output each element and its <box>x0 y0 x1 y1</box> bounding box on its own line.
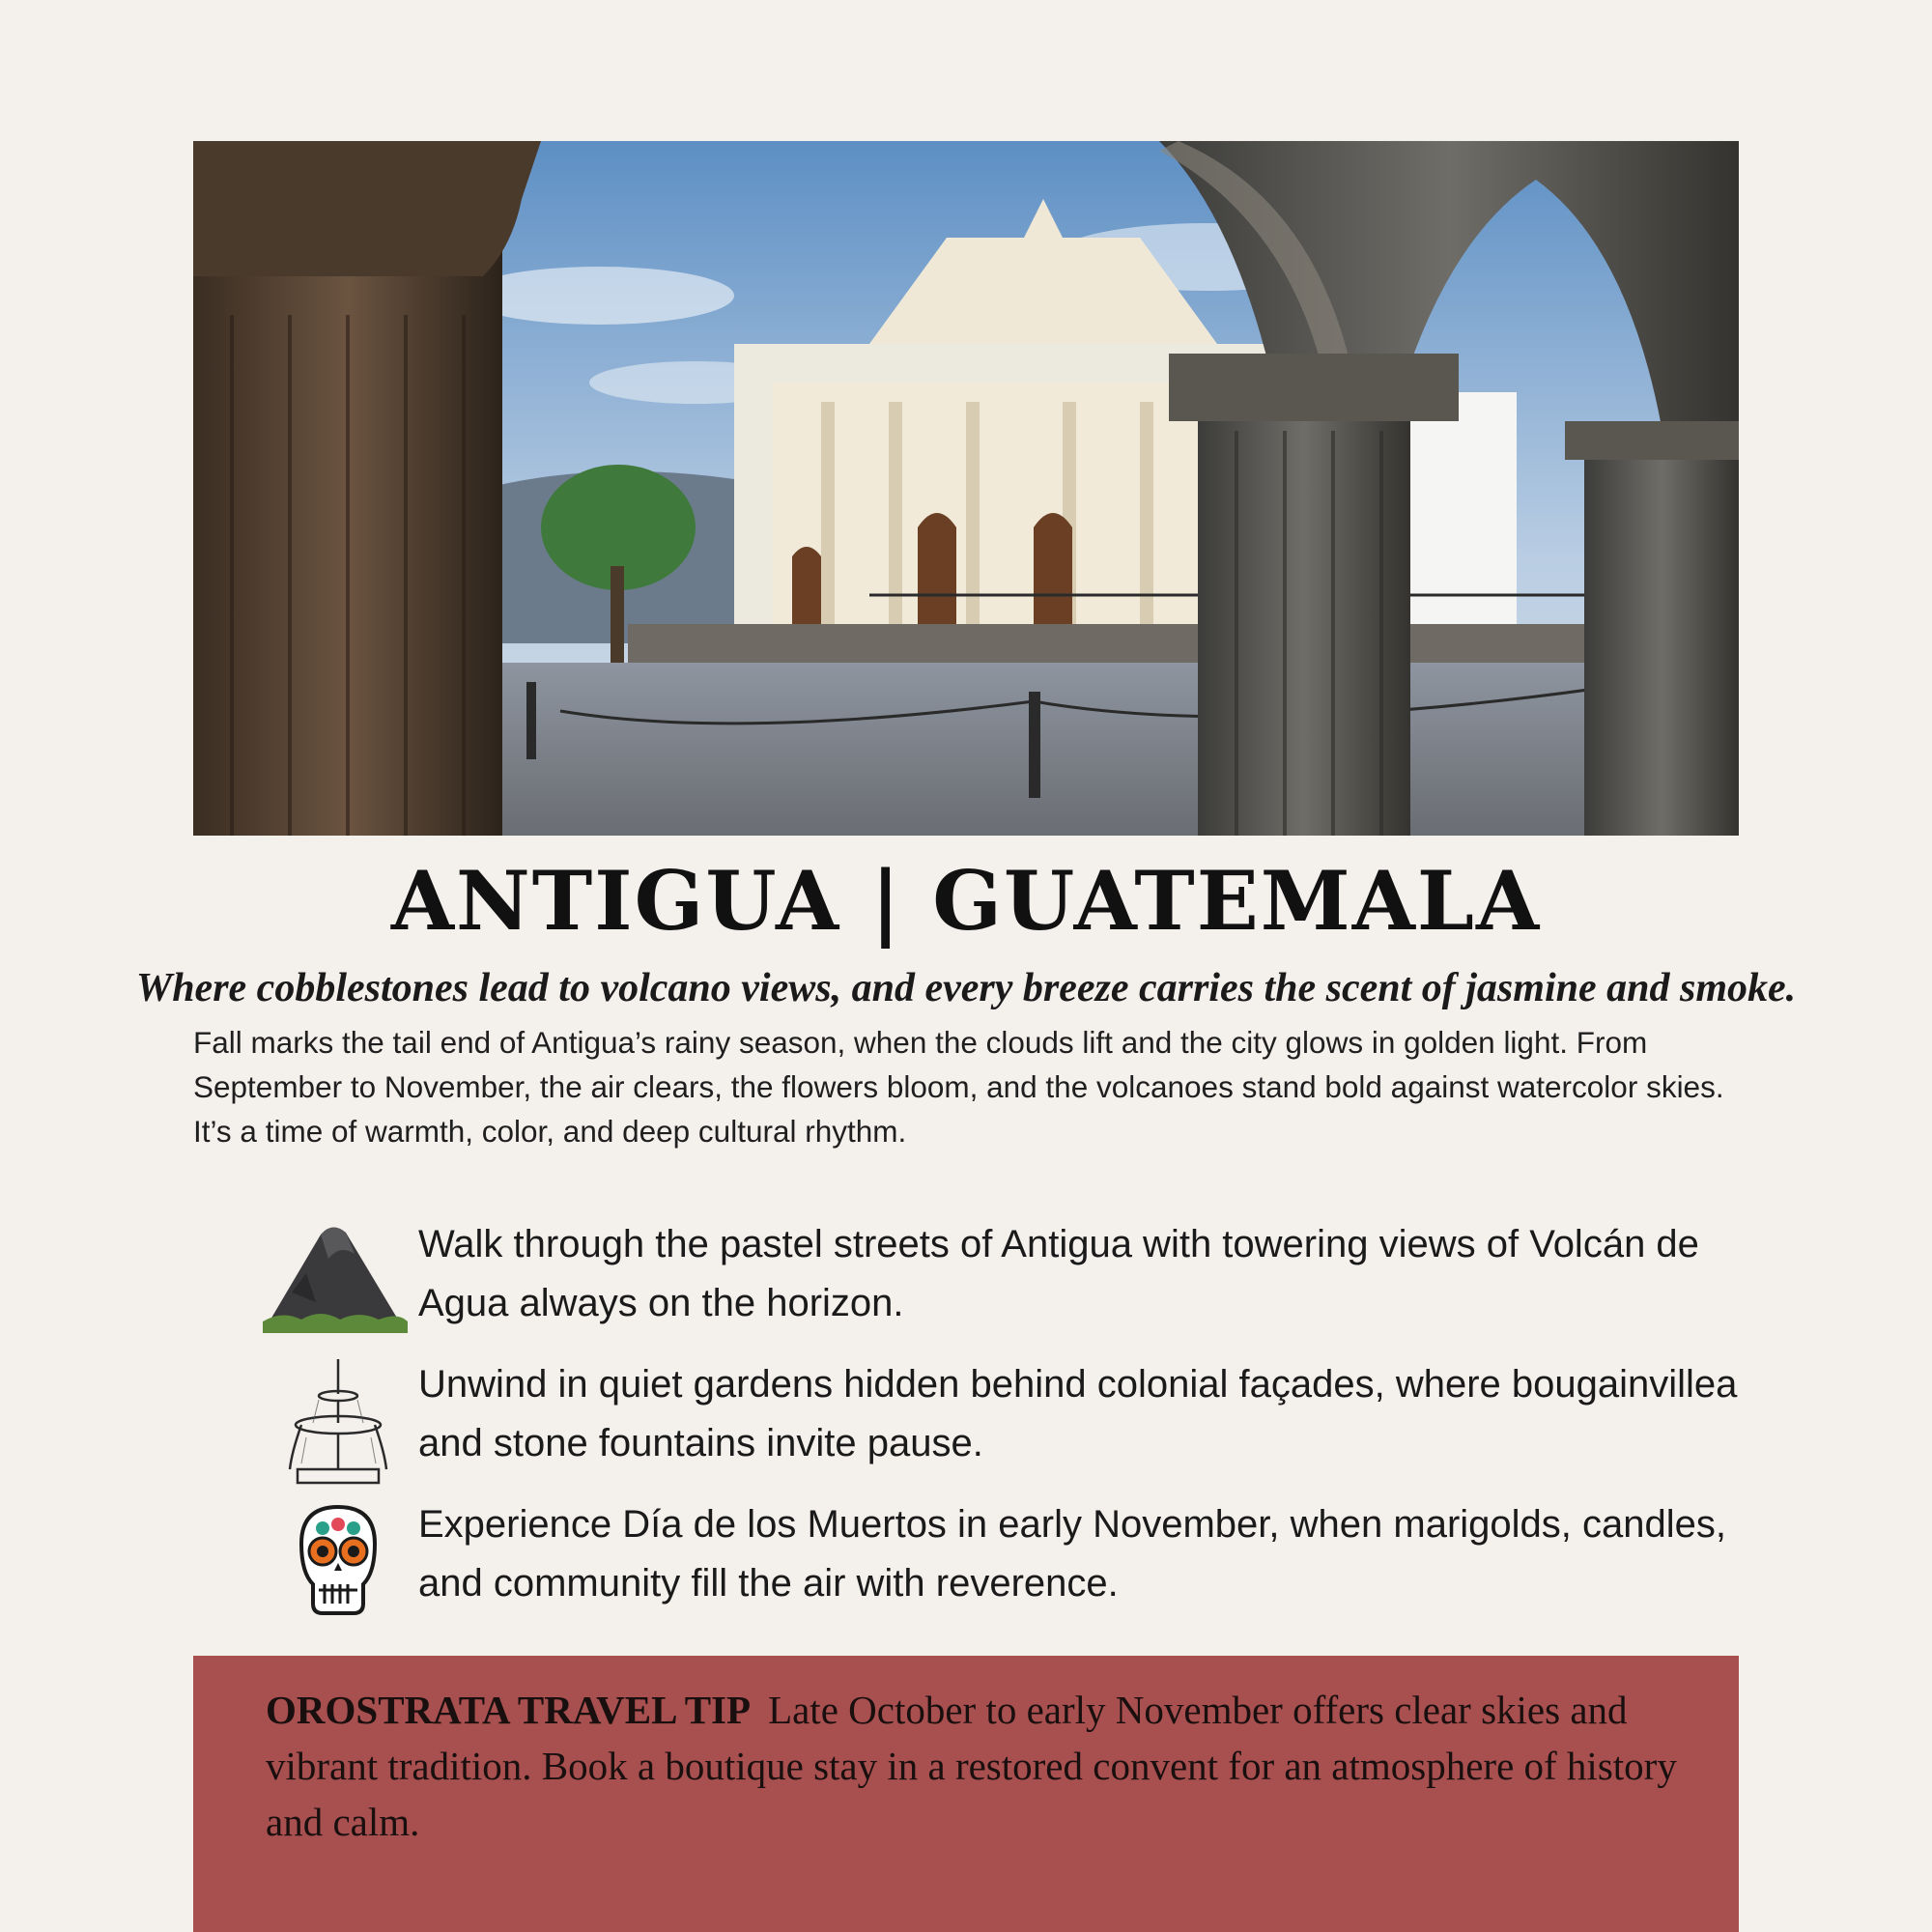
volcano-icon <box>263 1215 408 1341</box>
feature-item <box>263 1215 1770 1350</box>
sugar-skull-icon <box>263 1495 408 1621</box>
travel-tip-label: OROSTRATA TRAVEL TIP <box>266 1688 752 1732</box>
travel-tip <box>266 1682 1686 1850</box>
fountain-icon <box>263 1355 408 1481</box>
intro-paragraph: Fall marks the tail end of Antigua’s rainy season, when the clouds lift and the city glows in golden light. From September to November, the air clears, the flowers bloom, and the volcanoes stand bold against watercolor skies. It’s a time of warmth, color, and deep cultural rhythm. <box>193 1025 1724 1149</box>
feature-text: Experience Día de los Muertos in early November, when marigolds, candles, and community fill the air with reverence. <box>418 1503 1726 1605</box>
feature-item <box>263 1495 1770 1631</box>
travel-tip-text: Late October to early November offers clear skies and vibrant tradition. Book a boutique stay in a restored convent for an atmosphere of history and calm. <box>266 1688 1677 1844</box>
hero-image <box>193 141 1739 836</box>
page-title: ANTIGUA | GUATEMALA <box>390 853 1542 949</box>
travel-tip-box <box>193 1656 1739 1932</box>
feature-text: Walk through the pastel streets of Antigua with towering views of Volcán de Agua always on the horizon. <box>418 1223 1699 1324</box>
feature-text: Unwind in quiet gardens hidden behind colonial façades, where bougainvillea and stone fountains invite pause. <box>418 1363 1738 1464</box>
tagline: Where cobblestones lead to volcano views, and every breeze carries the scent of jasmine and smoke. <box>135 966 1797 1010</box>
feature-item <box>263 1355 1770 1491</box>
